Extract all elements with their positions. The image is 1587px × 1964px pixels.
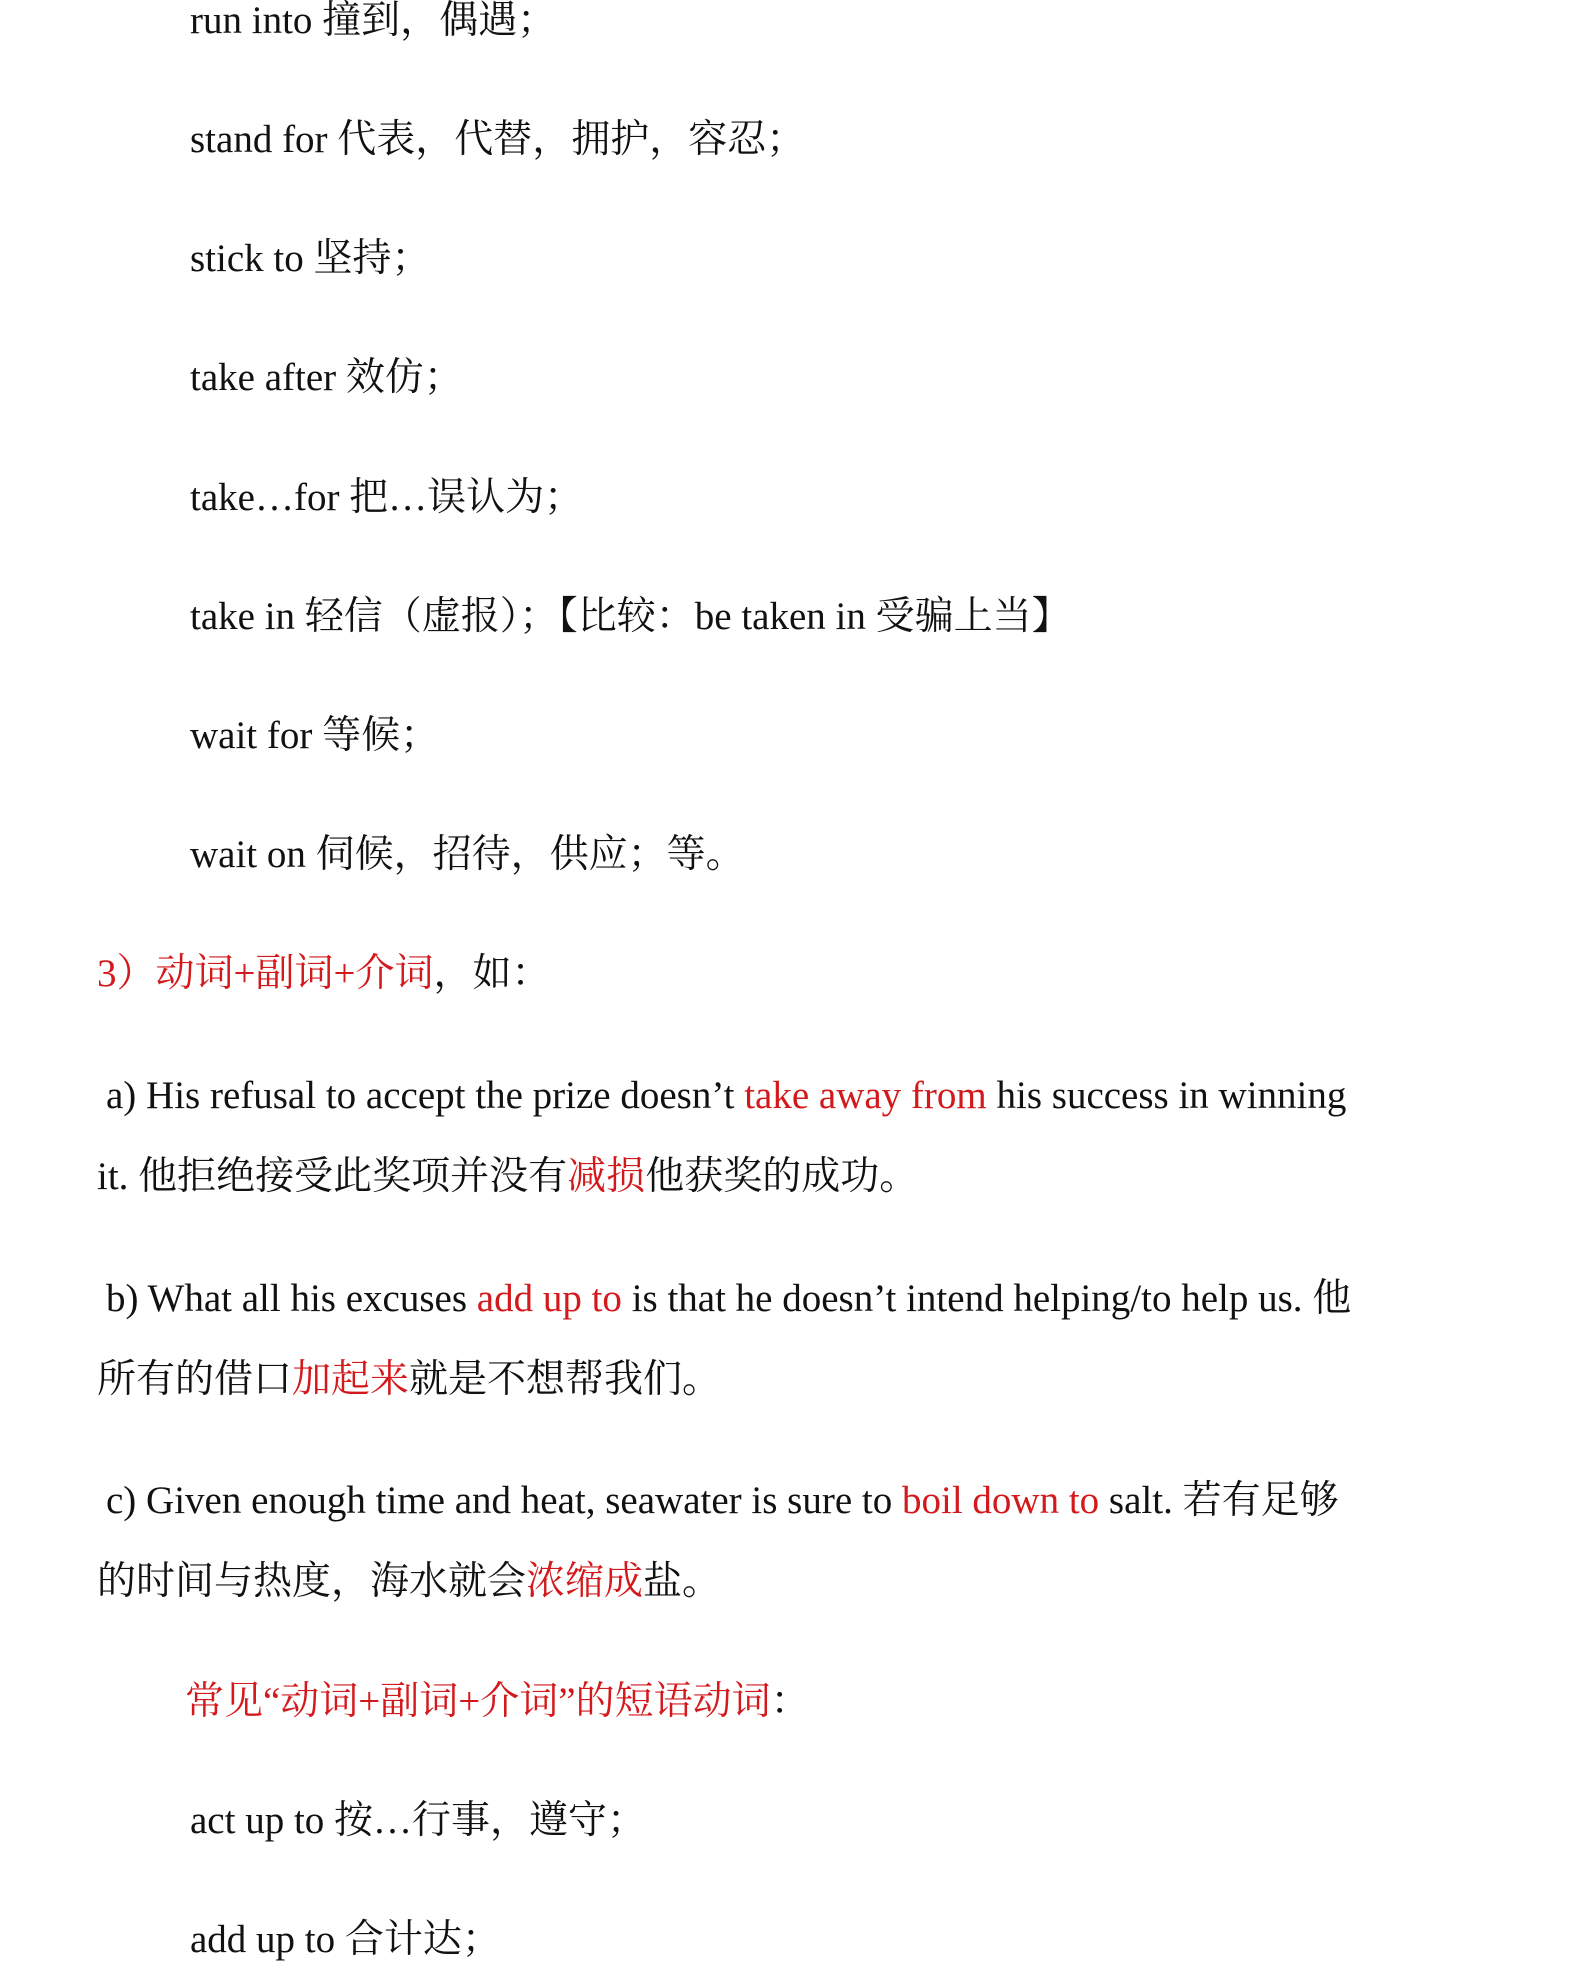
example-text: his success in winning [986,1074,1347,1117]
section-heading-suffix: ，如： [433,952,551,995]
example-text: a) His refusal to accept the prize doesn’t [106,1074,745,1117]
phrase-item: take after 效仿； [190,356,463,399]
example-highlight: boil down to [901,1479,1100,1522]
phrase-item: run into 撞到，偶遇； [190,0,557,42]
example-text: c) Given enough time and heat, seawater is sure to [106,1479,902,1522]
example-text: b) What all his excuses [106,1277,477,1320]
example-a-line1 [106,1072,1346,1120]
example-text: 盐。 [643,1560,722,1603]
example-a-line2 [97,1153,918,1201]
common-phrases-heading [185,1678,810,1726]
example-highlight: 浓缩成 [526,1560,644,1603]
example-b-line2 [97,1356,721,1404]
example-highlight: 加起来 [292,1358,410,1401]
example-text: 他获奖的成功。 [645,1155,919,1198]
phrase-item: stand for 代表，代替，拥护，容忍； [190,118,806,161]
example-text: is that he doesn’t intend helping/to help us. 他 [621,1277,1352,1320]
phrase-item: wait on 伺候，招待，供应；等。 [190,833,745,876]
phrase-item: act up to 按…行事，遵守； [190,1799,647,1842]
example-text: it. 他拒绝接受此奖项并没有 [97,1155,568,1198]
example-c-line1 [106,1477,1339,1525]
phrase-item: wait for 等候； [190,714,440,757]
example-highlight: add up to [476,1277,622,1320]
example-c-line2 [97,1558,721,1606]
common-phrases-title: 常见“动词+副词+介词”的短语动词 [185,1680,771,1723]
example-highlight: take away from [744,1074,987,1117]
example-highlight: 减损 [567,1155,646,1198]
example-b-line1 [106,1275,1351,1323]
example-text: salt. 若有足够 [1099,1479,1339,1522]
phrase-item: add up to 合计达； [190,1918,501,1961]
example-text: 的时间与热度，海水就会 [97,1560,527,1603]
phrase-item: take…for 把…误认为； [190,476,584,519]
common-phrases-suffix: ： [770,1680,810,1723]
example-text: 所有的借口 [97,1358,293,1401]
phrase-item: stick to 坚持； [190,237,431,280]
section-heading [97,950,551,998]
section-heading-title: 3）动词+副词+介词 [97,952,434,995]
phrase-item: take in 轻信（虚报）；【比较：be taken in 受骗上当】 [190,595,1071,638]
example-text: 就是不想帮我们。 [409,1358,722,1401]
